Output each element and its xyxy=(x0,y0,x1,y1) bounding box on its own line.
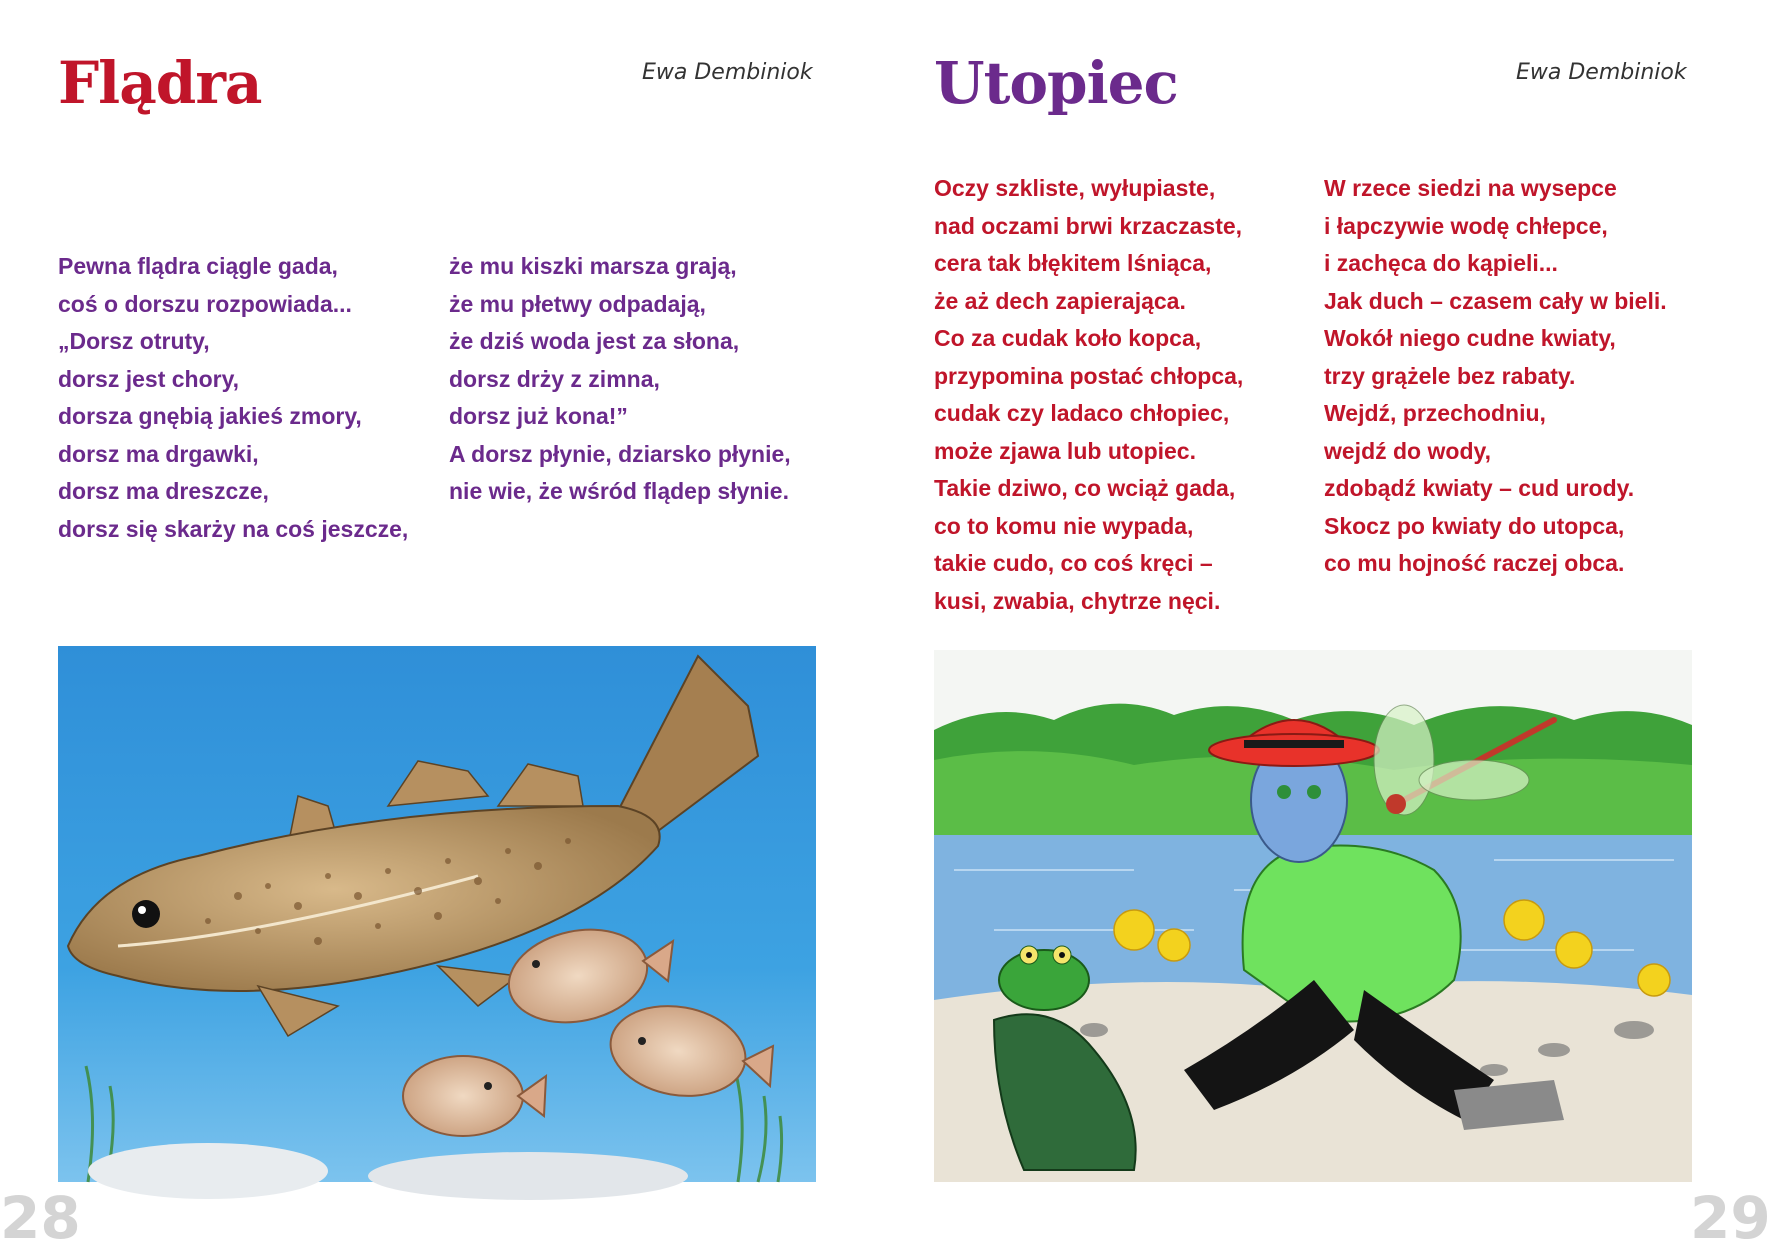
poem-line: Skocz po kwiaty do utopca, xyxy=(1324,512,1625,539)
poem-line: dorsz się skarży na coś jeszcze, xyxy=(58,515,409,542)
poem-line: dorsza gnębią jakieś zmory, xyxy=(58,403,362,429)
poem-line: że mu kiszki marsza grają, xyxy=(449,253,737,279)
poem-line: dorsz ma drgawki, xyxy=(58,440,259,467)
poem-line: że mu płetwy odpadają, xyxy=(449,290,706,317)
poem-line: dorsz jest chory, xyxy=(58,365,240,392)
poem-line: nie wie, że wśród flądер słynie. xyxy=(449,478,789,504)
poem-line: i łapczywie wodę chłepce, xyxy=(1324,212,1608,239)
left-page xyxy=(0,0,874,1252)
poem-line: dorsz już kona!” xyxy=(449,403,628,429)
poem-line: Jak duch – czasem cały w bieli. xyxy=(1324,287,1667,314)
poem-line: Co za cudak koło kopca, xyxy=(934,325,1202,351)
poem-stanza-1 xyxy=(58,248,408,548)
right-page xyxy=(874,0,1771,1252)
poem-line: Wejdź, przechodniu, xyxy=(1324,400,1546,426)
poem-line: że aż dech zapierająca. xyxy=(934,287,1186,314)
poem-title: Flądra xyxy=(58,49,262,117)
poem-line: W rzece siedzi na wysepce xyxy=(1324,175,1617,201)
poem-line: zdobądź kwiaty – cud urody. xyxy=(1324,475,1635,501)
cod-and-flounders-illustration xyxy=(58,646,816,1182)
poem-line: co mu hojność raczej obca. xyxy=(1324,550,1625,576)
poem-stanza-2 xyxy=(1324,170,1667,583)
poem-line: i zachęca do kąpieli... xyxy=(1324,250,1558,276)
poem-line: może zjawa lub utopiec. xyxy=(934,437,1196,464)
poem-line: kusi, zwabia, chytrze nęci. xyxy=(934,587,1221,614)
poem-line: cudak czy ladaco chłopiec, xyxy=(934,400,1230,426)
poem-author: Ewa Dembiniok xyxy=(1516,60,1687,85)
poem-title: Utopiec xyxy=(934,49,1178,117)
poem-line: Takie dziwo, co wciąż gada, xyxy=(934,475,1236,501)
poem-line: co to komu nie wypada, xyxy=(934,512,1194,539)
poem-line: wejdź do wody, xyxy=(1324,437,1491,464)
page-number: 28 xyxy=(0,1184,81,1252)
poem-line: że dziś woda jest za słona, xyxy=(449,328,740,354)
poem-author: Ewa Dembiniok xyxy=(642,60,813,85)
poem-line: przypomina postać chłopca, xyxy=(934,362,1244,389)
poem-stanza-1 xyxy=(934,170,1243,620)
poem-line: dorsz ma dreszcze, xyxy=(58,478,269,504)
poem-line: trzy grążele bez rabaty. xyxy=(1324,362,1576,389)
poem-line: dorsz drży z zimna, xyxy=(449,365,660,392)
poem-line: cera tak błękitem lśniąca, xyxy=(934,250,1212,276)
water-goblin-illustration xyxy=(934,650,1692,1182)
poem-line: Oczy szkliste, wyłupiaste, xyxy=(934,175,1216,201)
poem-line: „Dorsz otruty, xyxy=(58,328,210,354)
poem-line: takie cudo, co coś kręci – xyxy=(934,550,1213,576)
poem-line: coś o dorszu rozpowiada... xyxy=(58,290,352,317)
poem-line: Wokół niego cudne kwiaty, xyxy=(1324,325,1616,351)
poem-line: A dorsz płynie, dziarsko płynie, xyxy=(449,440,791,467)
page-number: 29 xyxy=(1690,1184,1771,1252)
poem-stanza-2 xyxy=(449,248,791,511)
poem-line: Pewna flądra ciągle gada, xyxy=(58,253,338,279)
poem-line: nad oczami brwi krzaczaste, xyxy=(934,212,1243,239)
